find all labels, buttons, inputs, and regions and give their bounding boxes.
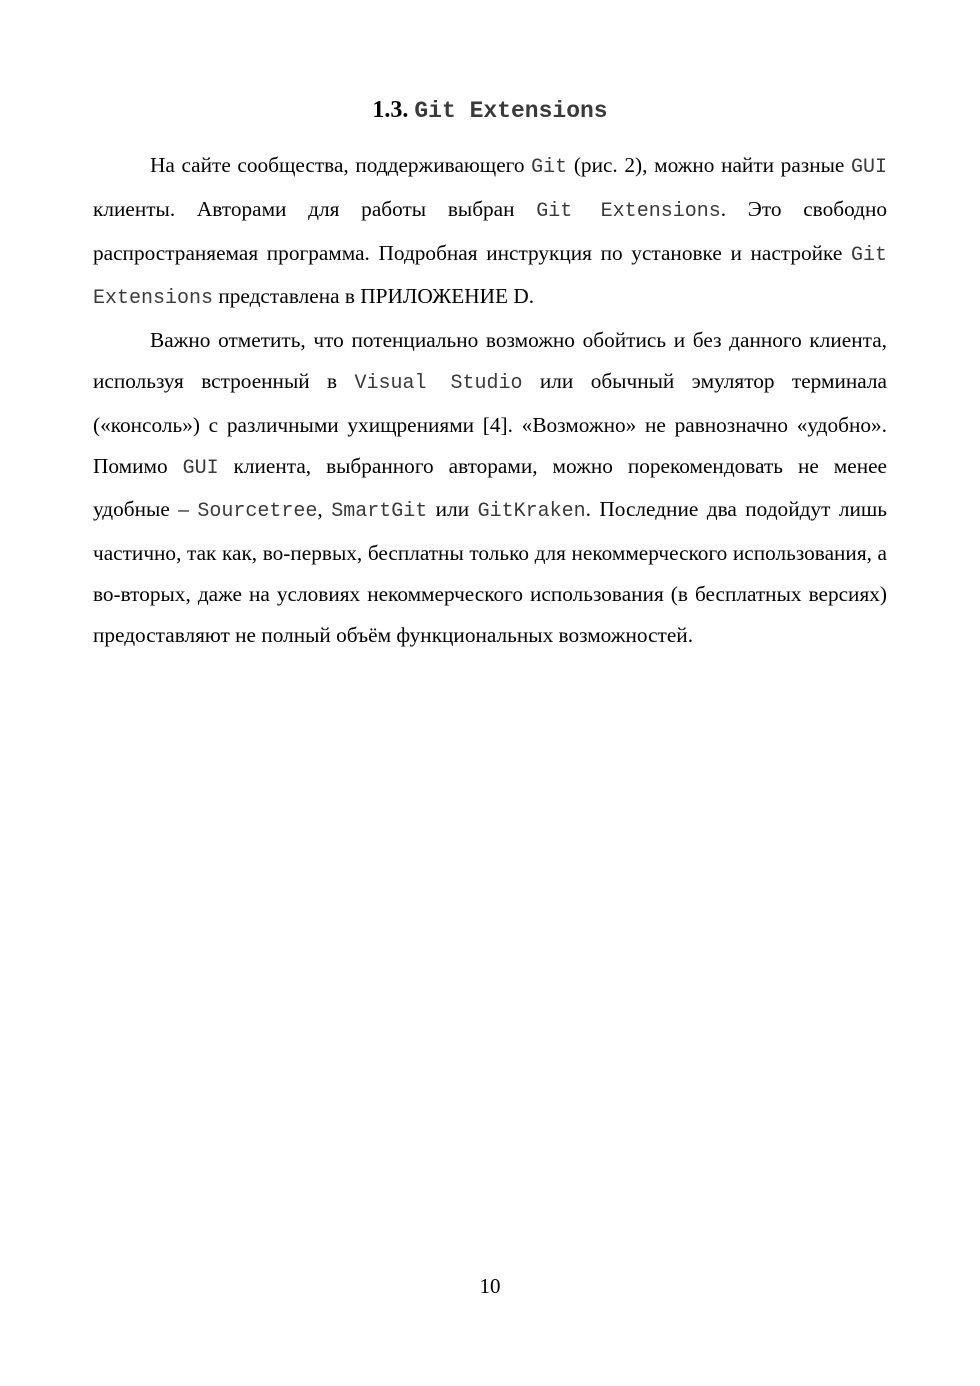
text-run: (рис. 2), можно найти разные — [567, 153, 851, 177]
code-run: SmartGit — [331, 500, 428, 524]
code-run: Sourcetree — [197, 500, 318, 524]
code-run: GUI — [851, 156, 888, 179]
text-run: клиенты. Авторами для работы выбран — [93, 196, 537, 221]
section-number: 1.3. — [372, 97, 409, 123]
paragraph-2 — [93, 320, 887, 655]
text-run: . Это свободно распространяемая программа. Подробная инструкция по установке и настройке — [93, 196, 887, 265]
text-run: клиента, выбранного авторами, можно порекомендовать не менее удобные – — [93, 453, 887, 522]
code-run: Git Extensions — [536, 199, 721, 223]
text-run: . Последние два подойдут лишь частично, так как, во-первых, бесплатны только для некоммерческого использования, а во-вторых, даже на условиях некоммерческого использования (в бесплатных версиях) предоставляют не полный объём функциональных возможностей. — [93, 497, 887, 647]
code-run: Git — [531, 156, 568, 179]
text-run: или — [427, 497, 478, 522]
paragraph-1 — [93, 145, 887, 320]
text-run: На сайте сообщества, поддерживающего — [150, 153, 532, 177]
code-run: Visual Studio — [354, 371, 523, 395]
code-run: Git Extensions — [93, 243, 887, 311]
text-run: Важно отметить, что потенциально возможно обойтись и без данного клиента, используя встроенный в — [93, 328, 887, 393]
code-run: GitKraken — [477, 500, 586, 524]
page-number: 10 — [479, 1274, 501, 1298]
text-run: представлена в ПРИЛОЖЕНИЕ D. — [213, 284, 535, 309]
body-text — [93, 145, 887, 656]
text-run: , — [317, 497, 332, 522]
text-run: или обычный эмулятор терминала («консоль») с различными ухищрениями [4]. «Возможно» не равнозначно «удобно». Помимо — [93, 368, 887, 478]
section-heading — [0, 92, 980, 129]
code-run: GUI — [182, 456, 219, 480]
section-title: Git Extensions — [414, 98, 608, 124]
